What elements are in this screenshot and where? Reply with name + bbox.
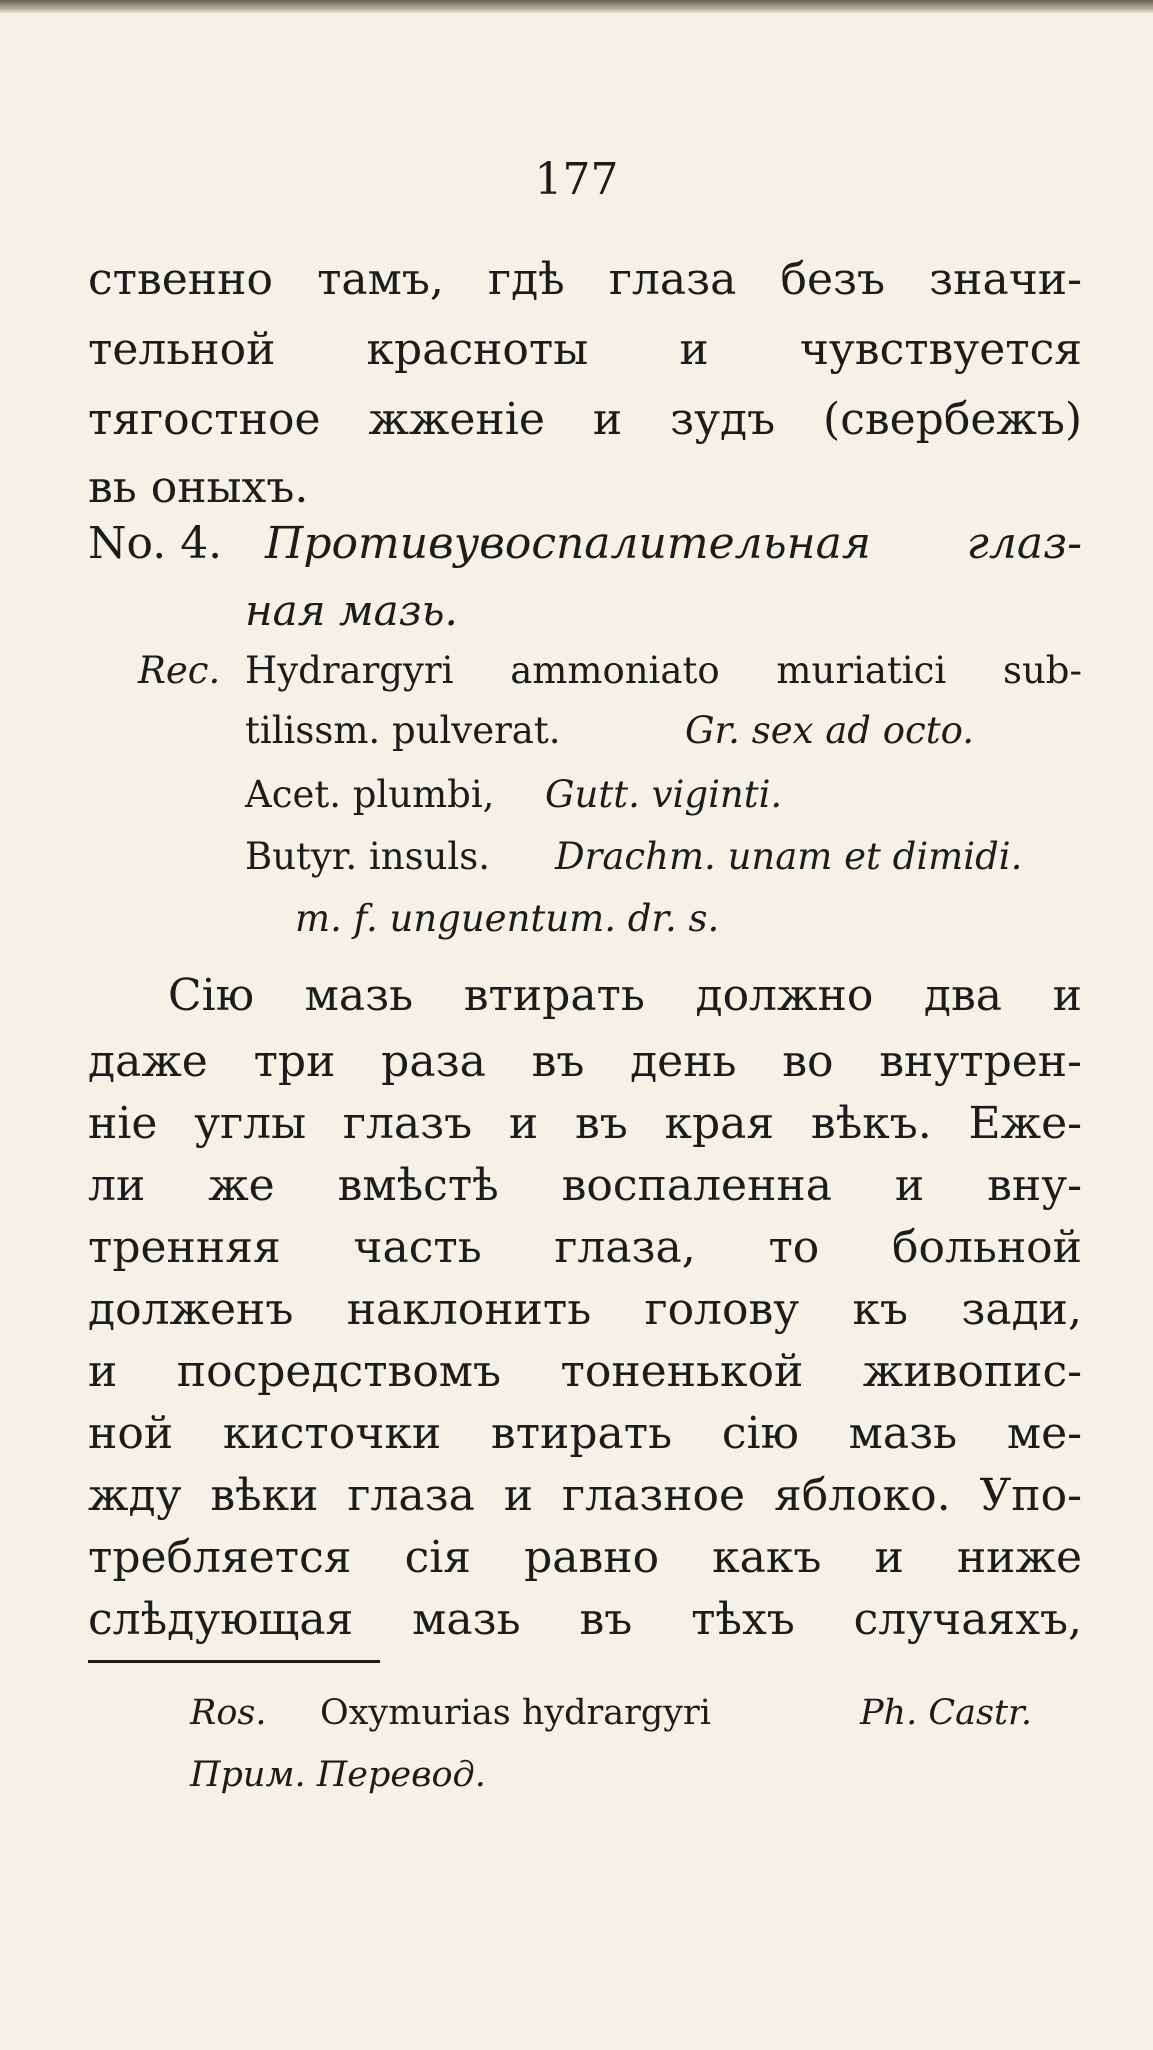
recipe-title-line-1: Противувоспалительная глаз- bbox=[265, 518, 1082, 569]
recipe-dose: Drachm. unam et dimidi. bbox=[555, 835, 1023, 878]
recipe-number: No. 4. bbox=[88, 518, 223, 569]
text-line: слѣдующая мазь въ тѣхъ случаяхъ, bbox=[88, 1594, 1082, 1645]
recipe-line: Hydrargyri ammoniato muriatici sub- bbox=[245, 649, 1082, 692]
text-line: и посредствомъ тоненькой живопис- bbox=[88, 1346, 1082, 1397]
text-line: вь оныхъ. bbox=[88, 462, 309, 513]
recipe-rec-label: Rec. bbox=[138, 649, 221, 692]
text-line: ли же вмѣстѣ воспаленна и вну- bbox=[88, 1160, 1082, 1211]
recipe-line: Butyr. insuls. bbox=[245, 835, 490, 878]
recipe-dose: Gutt. viginti. bbox=[545, 773, 783, 816]
page-number: 177 bbox=[534, 154, 619, 205]
recipe-title-line-2: ная мазь. bbox=[245, 586, 458, 635]
text-line: тельной красноты и чувствуется bbox=[88, 324, 1082, 375]
recipe-line: m. f. unguentum. dr. s. bbox=[295, 897, 720, 940]
recipe-line: Acet. plumbi, bbox=[245, 773, 495, 816]
text-line: ственно тамъ, гдѣ глаза безъ значи- bbox=[88, 254, 1082, 305]
footnote-source: Ph. Castr. bbox=[860, 1693, 1033, 1733]
text-line: долженъ наклонить голову къ зади, bbox=[88, 1284, 1082, 1335]
text-line: ніе углы глазъ и въ края вѣкъ. Еже- bbox=[88, 1098, 1082, 1149]
text-line: ной кисточки втирать сію мазь ме- bbox=[88, 1408, 1082, 1459]
text-line: Сію мазь втирать должно два и bbox=[168, 970, 1082, 1021]
text-line: тренняя часть глаза, то больной bbox=[88, 1222, 1082, 1273]
footnote-text: Oxymurias hydrargyri bbox=[320, 1693, 711, 1733]
text-line: даже три раза въ день во внутрен- bbox=[88, 1036, 1082, 1087]
recipe-line: tilissm. pulverat. bbox=[245, 709, 561, 752]
text-line: жду вѣки глаза и глазное яблоко. Упо- bbox=[88, 1470, 1082, 1521]
footnote-rule bbox=[88, 1660, 380, 1663]
text-line: требляется сія равно какъ и ниже bbox=[88, 1532, 1082, 1583]
recipe-dose: Gr. sex ad octo. bbox=[685, 709, 974, 752]
footnote-ros: Ros. bbox=[190, 1693, 267, 1733]
footnote-translator-note: Прим. Перевод. bbox=[190, 1755, 486, 1795]
text-line: тягостное жженіе и зудъ (свербежъ) bbox=[88, 394, 1082, 445]
